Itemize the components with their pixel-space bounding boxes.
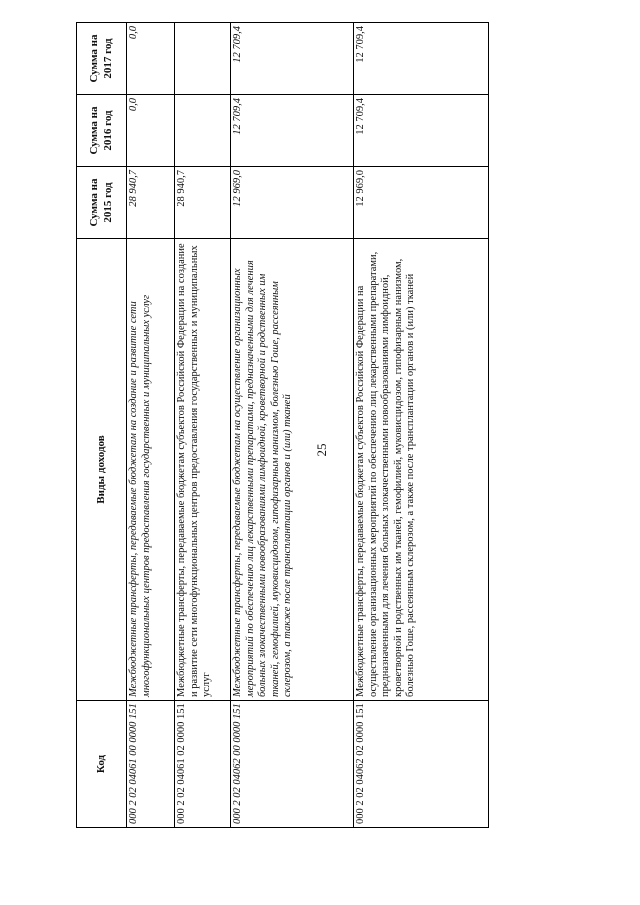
row-revenue-type: Межбюджетные трансферты, передаваемые бюджетам на осуществление организационных мероприятий по обеспечению лиц лекарственными препаратами, предназначенными для лечения больных злокачественными новообразованиями лимфоидной, кроветворной и родственных им тканей, гемофилией, муковисцидозом, гипофизарным нанизмом, болезнью Гоше, рассеянным склерозом, а также после трансплантации органов и (или) тканей	[231, 239, 354, 701]
row-sum-2016: 0,0	[127, 95, 175, 167]
table-row	[127, 23, 175, 828]
header-sum-2017: Сумма на 2017 год	[77, 23, 127, 95]
row-sum-2015: 12 969,0	[231, 167, 354, 239]
header-sum-2015: Сумма на 2015 год	[77, 167, 127, 239]
row-code: 000 2 02 04062 00 0000 151	[231, 701, 354, 828]
row-sum-2017: 12 709,4	[354, 23, 489, 95]
header-revenue-type: Виды доходов	[77, 239, 127, 701]
table-row	[354, 23, 489, 828]
row-sum-2016: 12 709,4	[231, 95, 354, 167]
row-revenue-type: Межбюджетные трансферты, передаваемые бюджетам на создание и развитие сети многофункциональных центров предоставления государственных и муниципальных услуг	[127, 239, 175, 701]
table-header-row	[77, 23, 127, 828]
row-code: 000 2 02 04062 02 0000 151	[354, 701, 489, 828]
rotated-table-container	[76, 26, 476, 828]
row-revenue-type: Межбюджетные трансферты, передаваемые бюджетам субъектов Российской Федерации на создание и развитие сети многофункциональных центров предоставления государственных и муниципальных услуг	[175, 239, 231, 701]
table-row	[175, 23, 231, 828]
row-sum-2015: 28 940,7	[175, 167, 231, 239]
row-revenue-type: Межбюджетные трансферты, передаваемые бюджетам субъектов Российской Федерации на осуществление организационных мероприятий по обеспечению лиц лекарственными препаратами, предназначенными для лечения больных злокачественными новообразованиями лимфоидной, кроветворной и родственных им тканей, гемофилией, муковисцидозом, гипофизарным нанизмом, болезнью Гоше, рассеянным склерозом, а также после трансплантации органов и (или) тканей	[354, 239, 489, 701]
header-sum-2016: Сумма на 2016 год	[77, 95, 127, 167]
page-number: 25	[314, 443, 329, 457]
row-sum-2015: 28 940,7	[127, 167, 175, 239]
row-sum-2016	[175, 95, 231, 167]
row-sum-2016: 12 709,4	[354, 95, 489, 167]
revenue-table	[76, 22, 489, 828]
row-sum-2017: 12 709,4	[231, 23, 354, 95]
row-code: 000 2 02 04061 00 0000 151	[127, 701, 175, 828]
table-row	[231, 23, 354, 828]
row-sum-2015: 12 969,0	[354, 167, 489, 239]
header-code: Код	[77, 701, 127, 828]
row-code: 000 2 02 04061 02 0000 151	[175, 701, 231, 828]
row-sum-2017: 0,0	[127, 23, 175, 95]
row-sum-2017	[175, 23, 231, 95]
